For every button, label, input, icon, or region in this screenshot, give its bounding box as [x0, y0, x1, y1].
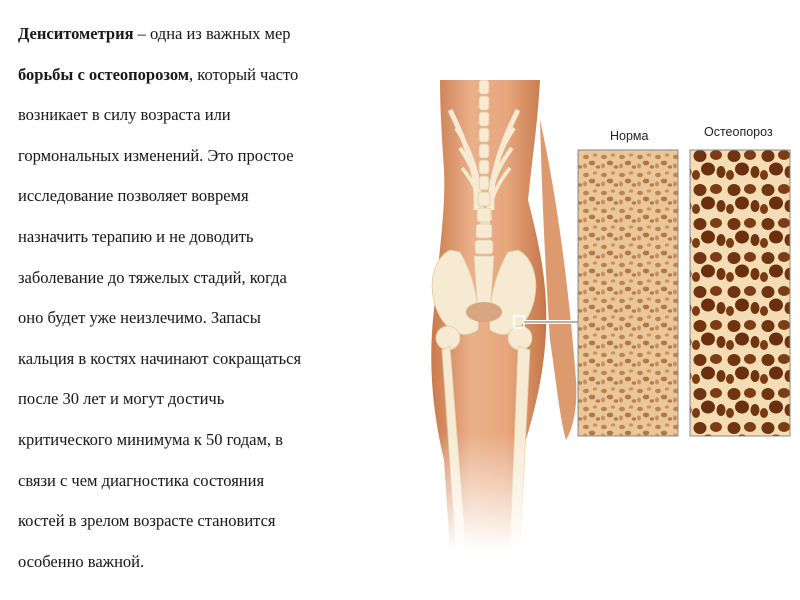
term-osteoporosis: борьбы с остеопорозом: [18, 64, 190, 84]
body-paragraph: [18, 14, 418, 582]
text-line: костей в зрелом возрасте становится: [18, 511, 276, 531]
text-line: исследование позволяет вовремя: [18, 186, 249, 206]
fade-overlay: [420, 80, 590, 550]
text-line: критического минимума к 50 годам, в: [18, 429, 283, 449]
text-line: после 30 лет и могут достичь: [18, 389, 225, 409]
term-densitometry: Денситометрия: [18, 24, 134, 43]
bone-density-illustration: [420, 80, 800, 550]
text-line: связи с чем диагностика состояния: [18, 470, 265, 490]
text-fragment: – одна из важных мер: [133, 24, 291, 43]
label-osteoporosis: Остеопороз: [704, 125, 773, 139]
text-fragment: , который часто: [189, 64, 299, 84]
normal-bone-panel: [578, 129, 678, 436]
text-line: возникает в силу возраста или: [18, 105, 231, 125]
text-line: [18, 14, 418, 55]
text-line: особенно важной.: [18, 551, 145, 571]
text-line: заболевание до тяжелых стадий, когда: [18, 267, 287, 287]
text-line: [18, 55, 418, 96]
text-line: назначить терапию и не доводить: [18, 226, 254, 246]
osteoporosis-bone-panel: [690, 125, 790, 436]
text-line: оно будет уже неизлечимо. Запасы: [18, 308, 261, 328]
label-normal: Норма: [610, 129, 649, 143]
text-line: кальция в костях начинают сокращаться: [18, 348, 302, 368]
text-line: гормональных изменений. Это простое: [18, 145, 294, 165]
